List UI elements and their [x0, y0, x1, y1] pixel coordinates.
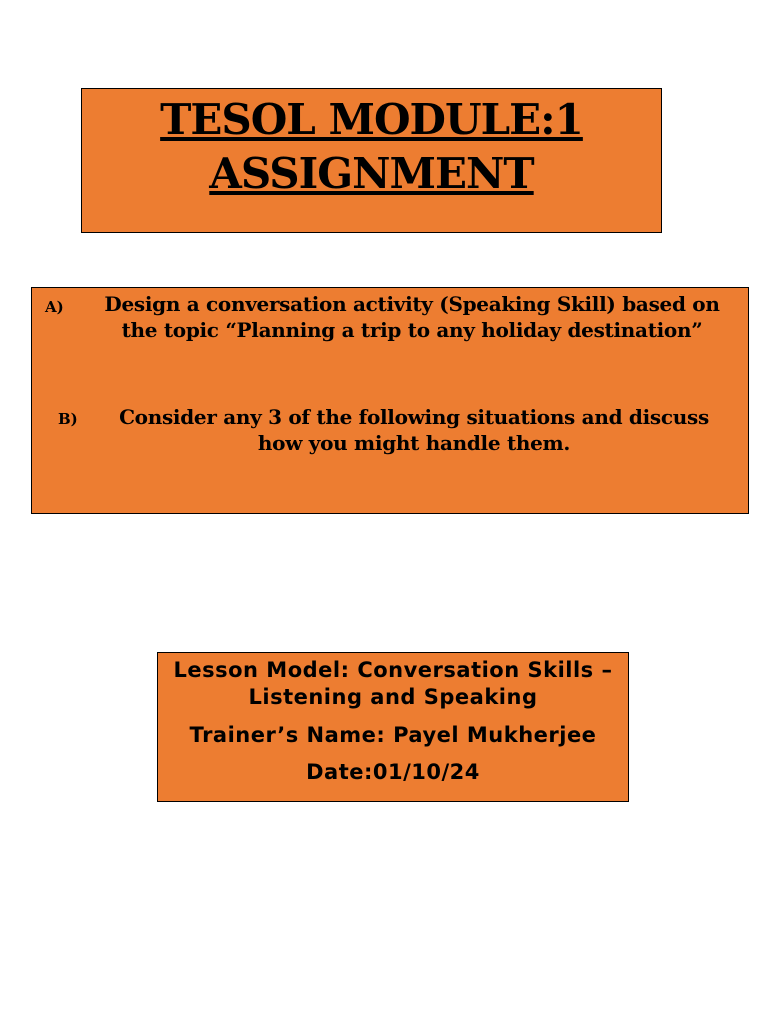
questions-box	[31, 287, 749, 514]
title-line-1: TESOL MODULE:1	[160, 95, 583, 144]
lesson-model: Lesson Model: Conversation Skills – Listening and Speaking	[173, 658, 613, 709]
assignment-date: Date:01/10/24	[306, 760, 480, 784]
question-b-text: Consider any 3 of the following situations and discuss how you might handle them.	[119, 405, 709, 455]
title-line-2: ASSIGNMENT	[209, 149, 534, 198]
trainer-name: Trainer’s Name: Payel Mukherjee	[189, 723, 597, 747]
info-box	[157, 652, 629, 802]
question-b-label: B)	[58, 410, 78, 428]
question-a-label: A)	[45, 298, 64, 316]
question-a-text: Design a conversation activity (Speaking Skill) based on the topic “Planning a trip to any holiday destination”	[104, 292, 720, 342]
title-box	[81, 88, 662, 233]
